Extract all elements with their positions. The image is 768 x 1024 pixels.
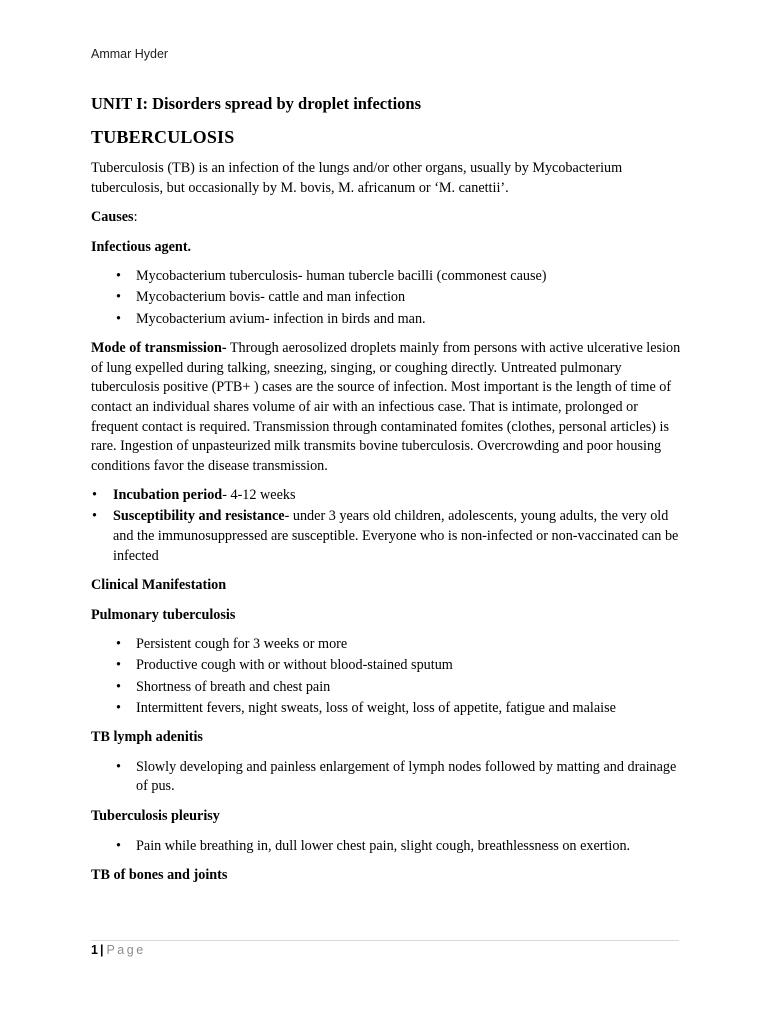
bullet-icon: • — [116, 268, 121, 285]
bullet-icon: • — [116, 699, 121, 716]
bullet-icon: • — [116, 678, 121, 695]
list-item-text: Intermittent fevers, night sweats, loss of weight, loss of appetite, fatigue and malaise — [136, 699, 616, 716]
pleurisy-list — [91, 837, 681, 857]
bullet-icon: • — [116, 289, 121, 306]
footer-divider — [91, 940, 679, 941]
lymph-heading: TB lymph adenitis — [91, 729, 203, 746]
list-item — [91, 288, 681, 308]
list-item-text: Persistent cough for 3 weeks or more — [136, 636, 348, 653]
list-item — [91, 837, 681, 857]
causes-colon: : — [133, 209, 138, 226]
list-item — [91, 310, 681, 330]
list-item — [91, 678, 681, 698]
list-item-text: Slowly developing and painless enlargement of lymph nodes followed by matting and drainage of pus. — [136, 758, 677, 795]
header-author: Ammar Hyder — [91, 47, 169, 61]
list-item — [91, 267, 681, 287]
footer-separator: | — [99, 943, 104, 957]
document-body — [91, 93, 681, 896]
bullet-icon: • — [92, 508, 97, 525]
pulmonary-list — [91, 635, 681, 718]
susceptibility-label: Susceptibility and resistance — [113, 508, 285, 525]
bullet-icon: • — [116, 657, 121, 674]
bullet-icon: • — [116, 310, 121, 327]
susceptibility-text: - under 3 years old children, adolescents, young adults, the very old and the immunosuppressed are susceptible. Everyone who is non-infected or non-vaccinated can be infected — [113, 508, 679, 564]
bones-heading: TB of bones and joints — [91, 867, 228, 884]
transmission-text: Through aerosolized droplets mainly from persons with active ulcerative lesion of lung expelled during talking, sneezing, singing, or coughing directly. Untreated pulmonary tuberculosis positive (PTB+ ) cases are the source of infection. Most important is the length of time of contact an individual shares volume of air with an infectious case. That is intimate, prolonged or frequent contact is required. Transmission through contaminated fomites (clothes, personal articles) is rare. Ingestion of unpasteurized milk transmits bovine tuberculosis. Overcrowding and poor housing conditions favor the disease transmission. — [91, 340, 681, 474]
list-item-text: Mycobacterium tuberculosis- human tubercle bacilli (commonest cause) — [136, 268, 547, 285]
list-item-text: Shortness of breath and chest pain — [136, 678, 331, 695]
list-item — [91, 507, 681, 566]
page-label: Page — [106, 943, 146, 957]
incubation-text: - 4-12 weeks — [222, 487, 296, 504]
transmission-paragraph — [91, 339, 681, 476]
page-footer — [91, 943, 146, 957]
list-item-text: Productive cough with or without blood-stained sputum — [136, 657, 453, 674]
list-item-text: Pain while breathing in, dull lower chest pain, slight cough, breathlessness on exertion. — [136, 837, 631, 854]
list-item-text: Mycobacterium bovis- cattle and man infection — [136, 289, 406, 306]
list-item — [91, 699, 681, 719]
bullet-icon: • — [116, 758, 121, 775]
pleurisy-heading: Tuberculosis pleurisy — [91, 808, 220, 825]
causes-line — [91, 208, 681, 228]
topic-title: TUBERCULOSIS — [91, 127, 235, 147]
incubation-label: Incubation period — [113, 487, 223, 504]
list-item — [91, 656, 681, 676]
list-item — [91, 635, 681, 655]
agent-list — [91, 267, 681, 329]
intro-paragraph: Tuberculosis (TB) is an infection of the lungs and/or other organs, usually by Mycobacterium tuberculosis, but occasionally by M. bovis, M. africanum or ‘M. canettii’. — [91, 160, 623, 196]
list-item-text: Mycobacterium avium- infection in birds and man. — [136, 310, 426, 327]
lymph-list — [91, 758, 681, 797]
infectious-agent-heading: Infectious agent. — [91, 238, 192, 255]
bullet-icon: • — [116, 837, 121, 854]
pulmonary-heading: Pulmonary tuberculosis — [91, 606, 236, 623]
transmission-label: Mode of transmission- — [91, 340, 227, 357]
page-number: 1 — [91, 943, 98, 957]
bullet-icon: • — [116, 636, 121, 653]
epidemiology-list — [91, 486, 681, 566]
clinical-heading: Clinical Manifestation — [91, 577, 227, 594]
bullet-icon: • — [92, 487, 97, 504]
list-item — [91, 486, 681, 506]
list-item — [91, 758, 681, 797]
unit-title: UNIT I: Disorders spread by droplet infections — [91, 94, 422, 113]
causes-label: Causes — [91, 209, 134, 226]
